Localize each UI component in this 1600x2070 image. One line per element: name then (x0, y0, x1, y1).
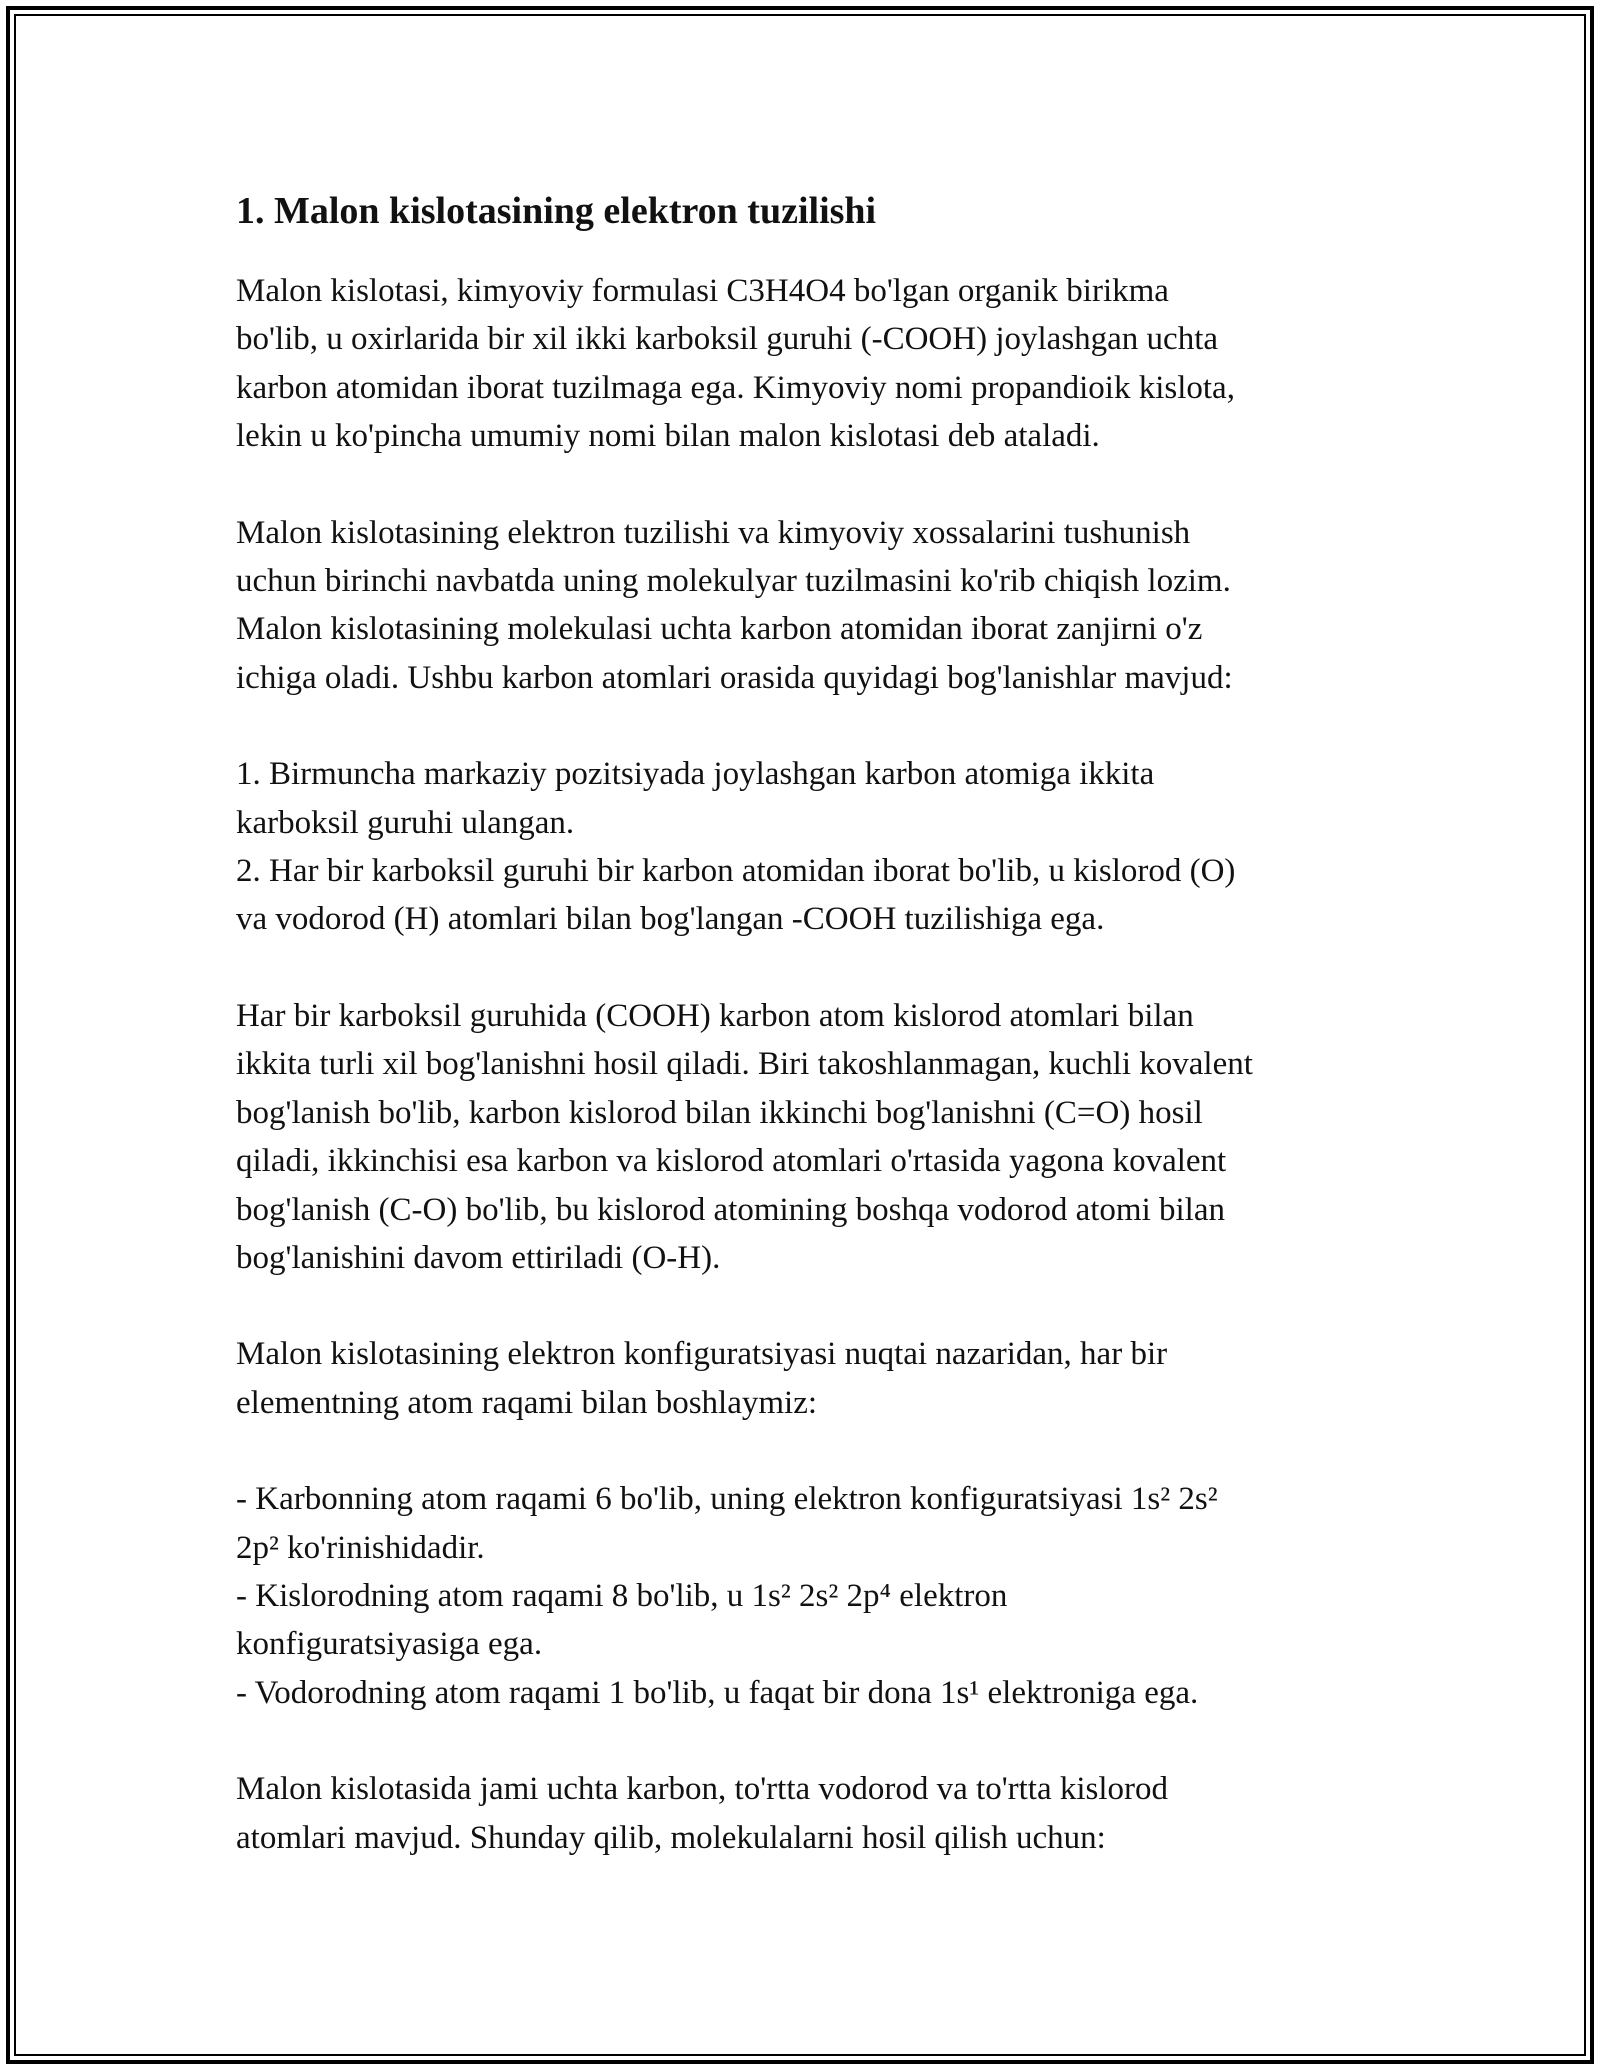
text-line: karbon atomidan iborat tuzilmaga ega. Kimyoviy nomi propandioik kislota, (236, 369, 1235, 406)
text-line: va vodorod (H) atomlari bilan bog'langan -COOH tuzilishiga ega. (236, 901, 1105, 938)
text-line: Malon kislotasining elektron tuzilishi va kimyoviy xossalarini tushunish (236, 514, 1191, 551)
paragraphs-container (236, 267, 1376, 1862)
text-line: Har bir karboksil guruhida (COOH) karbon atom kislorod atomlari bilan (236, 997, 1194, 1034)
text-line: konfiguratsiyasiga ega. (236, 1626, 543, 1663)
text-line: 2p² ko'rinishidadir. (236, 1529, 485, 1566)
paragraph (236, 1330, 1376, 1427)
text-line: Malon kislotasida jami uchta karbon, to'rtta vodorod va to'rtta kislorod (236, 1771, 1169, 1808)
text-line: qiladi, ikkinchisi esa karbon va kislorod atomlari o'rtasida yagona kovalent (236, 1143, 1227, 1180)
document-body (236, 185, 1376, 1910)
text-line: bog'lanish (C-O) bo'lib, bu kislorod atomining boshqa vodorod atomi bilan (236, 1191, 1225, 1228)
text-line: karboksil guruhi ulangan. (236, 804, 575, 841)
paragraph (236, 267, 1376, 461)
text-line: bo'lib, u oxirlarida bir xil ikki karboksil guruhi (-COOH) joylashgan uchta (236, 321, 1219, 358)
paragraph (236, 509, 1376, 703)
text-line: - Vodorodning atom raqami 1 bo'lib, u faqat bir dona 1s¹ elektroniga ega. (236, 1674, 1199, 1711)
text-line: 2. Har bir karboksil guruhi bir karbon atomidan iborat bo'lib, u kislorod (O) (236, 853, 1236, 890)
text-line: Malon kislotasi, kimyoviy formulasi C3H4O4 bo'lgan organik birikma (236, 273, 1169, 309)
text-line: 1. Birmuncha markaziy pozitsiyada joylashgan karbon atomiga ikkita (236, 756, 1155, 793)
text-line: Malon kislotasining elektron konfiguratsiyasi nuqtai nazaridan, har bir (236, 1336, 1168, 1373)
text-line: Malon kislotasining molekulasi uchta karbon atomidan iborat zanjirni o'z (236, 611, 1203, 648)
section-heading: 1. Malon kislotasining elektron tuzilishi (236, 190, 877, 232)
text-line: uchun birinchi navbatda uning molekulyar tuzilmasini ko'rib chiqish lozim. (236, 563, 1231, 600)
text-line: - Karbonning atom raqami 6 bo'lib, uning elektron konfiguratsiyasi 1s² 2s² (236, 1481, 1218, 1518)
text-line: elementning atom raqami bilan boshlaymiz: (236, 1384, 818, 1421)
paragraph (236, 750, 1376, 944)
text-line: lekin u ko'pincha umumiy nomi bilan malon kislotasi deb ataladi. (236, 418, 1100, 455)
text-line: - Kislorodning atom raqami 8 bo'lib, u 1s² 2s² 2p⁴ elektron (236, 1577, 1008, 1614)
text-line: ikkita turli xil bog'lanishni hosil qiladi. Biri takoshlanmagan, kuchli kovalent (236, 1046, 1253, 1083)
text-line: ichiga oladi. Ushbu karbon atomlari orasida quyidagi bog'lanishlar mavjud: (236, 659, 1233, 696)
paragraph (236, 992, 1376, 1282)
paragraph (236, 1475, 1376, 1717)
paragraph (236, 1765, 1376, 1862)
text-line: atomlari mavjud. Shunday qilib, molekulalarni hosil qilish uchun: (236, 1819, 1106, 1856)
text-line: bog'lanishini davom ettiriladi (O-H). (236, 1239, 721, 1276)
text-line: bog'lanish bo'lib, karbon kislorod bilan ikkinchi bog'lanishni (C=O) hosil (236, 1094, 1203, 1131)
